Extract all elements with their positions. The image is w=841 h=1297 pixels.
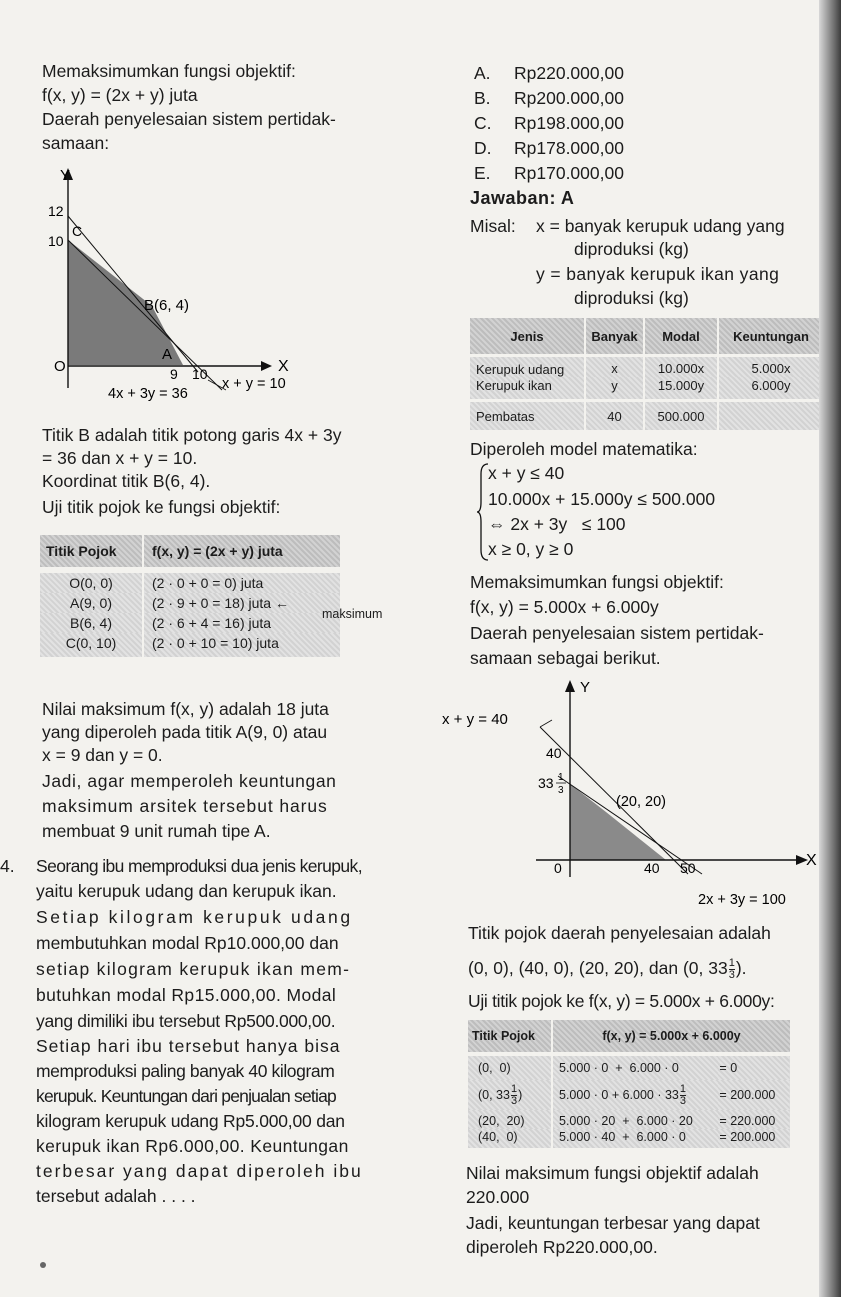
frac-num: 1: [558, 772, 564, 783]
conclusion-line-5: maksimum arsitek tersebut harus: [42, 796, 328, 816]
table-row: A(9, 0) (2 · 9 + 0 = 18) juta ←: [40, 593, 340, 613]
conclusion-line-2: yang diperoleh pada titik A(9, 0) atau: [42, 722, 328, 742]
explanation-line-1: Titik B adalah titik potong garis 4x + 3y: [42, 425, 342, 445]
equation-4x-3y: 4x + 3y = 36: [108, 386, 188, 402]
option-letter: A.: [474, 63, 491, 83]
table-row: (0, 33 $\frac{1}{3}$ ) 5.000 · 0 + 6.000 · 33 $\frac{1}{3}$ = 200.000: [468, 1080, 790, 1110]
option-text: Rp200.000,00: [514, 88, 624, 108]
table-row: (40, 0) 5.000 · 40 + 6.000 · 0 = 200.000: [468, 1129, 790, 1148]
table-row: (20, 20) 5.000 · 20 + 6.000 · 20 = 220.000: [468, 1110, 790, 1129]
y-axis-arrow: [565, 680, 575, 692]
corner-points-line-1: Titik pojok daerah penyelesaian adalah: [468, 923, 771, 943]
final-line-3: Jadi, keuntungan terbesar yang dapat: [466, 1213, 760, 1233]
data-table-2: [470, 318, 823, 430]
explanation-line-3: Koordinat titik B(6, 4).: [42, 471, 211, 491]
tick-40-x: 40: [644, 860, 660, 876]
answer-key: Jawaban: A: [470, 188, 575, 208]
constraint-3: ⇔ 2x + 3y ≤ 100: [488, 514, 626, 534]
misal-label: Misal:: [470, 216, 516, 236]
table-row: Kerupuk ikan y 15.000y 6.000y: [470, 377, 823, 399]
page-speck: [40, 1262, 46, 1268]
corner-points-line-2: (0, 0), (40, 0), (20, 20), dan (0, 33 $\frac{1}{3}$ ).: [468, 956, 747, 981]
corner-test-intro: Uji titik pojok ke f(x, y) = 5.000x + 6.000y:: [468, 991, 775, 1011]
point-A-label: A: [162, 346, 173, 363]
graph-2: [440, 672, 825, 912]
table-row: C(0, 10) (2 · 0 + 10 = 10) juta: [40, 633, 340, 657]
page-edge-shadow: [819, 0, 841, 1297]
table2-header: Keuntungan: [733, 328, 809, 344]
equation-x-y: x + y = 10: [222, 376, 286, 392]
table2-header: Jenis: [470, 318, 585, 354]
region-intro-cont: samaan:: [42, 133, 110, 153]
tick-33-y: 33: [538, 775, 554, 791]
table-row: Kerupuk udang x 10.000x 5.000x: [470, 357, 823, 377]
table1-header-function: f(x, y) = (2x + y) juta: [152, 543, 283, 559]
model-intro: Diperoleh model matematika:: [470, 439, 698, 459]
tick-10: 10: [48, 233, 64, 249]
maksimum-note: maksimum: [322, 607, 383, 621]
label-pointer: [540, 720, 552, 727]
origin-label: 0: [554, 860, 562, 876]
final-line-2: 220.000: [466, 1187, 530, 1207]
explanation-line-2: = 36 dan x + y = 10.: [42, 448, 198, 468]
table-row: Pembatas 40 500.000: [470, 402, 823, 430]
y-axis-label: Y: [580, 679, 591, 696]
table-row: B(6, 4) (2 · 6 + 4 = 16) juta: [40, 613, 340, 633]
x-definition: x = banyak kerupuk udang yang: [536, 216, 785, 236]
tick-9: 9: [170, 366, 178, 382]
table3-header-corner: Titik Pojok: [468, 1020, 552, 1052]
question-number: 4.: [0, 856, 15, 876]
region-intro-2: Daerah penyelesaian sistem pertidak-: [470, 623, 764, 643]
conclusion-line-1: Nilai maksimum f(x, y) adalah 18 juta: [42, 699, 329, 719]
table2-header: Banyak: [585, 318, 644, 354]
tick-12: 12: [48, 203, 64, 219]
objective-heading: Memaksimumkan fungsi objektif:: [42, 61, 296, 81]
y-definition: y = banyak kerupuk ikan yang: [536, 264, 780, 284]
x-axis-arrow: [261, 361, 272, 371]
constraint-2: 10.000x + 15.000y ≤ 500.000: [488, 489, 716, 509]
tick-40-y: 40: [546, 745, 562, 761]
corner-test-table-2: [468, 1020, 790, 1148]
equation-2x-3y-100: 2x + 3y = 100: [698, 892, 786, 908]
table1-header-corner: Titik Pojok: [40, 535, 143, 567]
option-text: Rp178.000,00: [514, 138, 624, 158]
point-C-label: C: [72, 223, 83, 239]
final-line-4: diperoleh Rp220.000,00.: [466, 1237, 658, 1257]
option-letter: B.: [474, 88, 491, 108]
tick-10-x: 10: [192, 366, 208, 382]
corner-test-table-1: [40, 535, 340, 657]
frac-den: 3: [558, 785, 564, 796]
option-letter: E.: [474, 163, 491, 183]
option-text: Rp170.000,00: [514, 163, 624, 183]
region-intro-2-cont: samaan sebagai berikut.: [470, 648, 661, 668]
equation-x-y-40: x + y = 40: [442, 711, 508, 728]
point-20-20: (20, 20): [616, 794, 666, 810]
final-line-1: Nilai maksimum fungsi objektif adalah: [466, 1163, 759, 1183]
explanation-line-4: Uji titik pojok ke fungsi objektif:: [42, 497, 281, 517]
option-text: Rp198.000,00: [514, 113, 624, 133]
x-axis-label: X: [806, 852, 817, 869]
conclusion-line-6: membuat 9 unit rumah tipe A.: [42, 821, 271, 841]
objective-heading-2: Memaksimumkan fungsi objektif:: [470, 572, 724, 592]
y-axis-label: Y: [60, 167, 71, 184]
table-row: O(0, 0) (2 · 0 + 0 = 0) juta: [40, 573, 340, 593]
option-letter: D.: [474, 138, 492, 158]
constraint-1: x + y ≤ 40: [488, 463, 565, 483]
objective-function-2: f(x, y) = 5.000x + 6.000y: [470, 597, 659, 617]
table2-header: Modal: [644, 318, 718, 354]
graph-1: [40, 158, 330, 403]
y-definition-cont: diproduksi (kg): [574, 288, 689, 308]
x-definition-cont: diproduksi (kg): [574, 239, 689, 259]
x-axis-label: X: [278, 358, 289, 375]
table3-header-function: f(x, y) = 5.000x + 6.000y: [602, 1029, 741, 1043]
bleed-through: [430, 60, 434, 82]
conclusion-line-3: x = 9 dan y = 0.: [42, 745, 163, 765]
point-B-label: B(6, 4): [144, 297, 190, 314]
option-letter: C.: [474, 113, 492, 133]
constraint-4: x ≥ 0, y ≥ 0: [488, 539, 574, 559]
conclusion-line-4: Jadi, agar memperoleh keuntungan: [42, 771, 337, 791]
table-row: (0, 0) 5.000 · 0 + 6.000 · 0 = 0: [468, 1056, 790, 1080]
tick-50-x: 50: [680, 860, 696, 876]
region-intro: Daerah penyelesaian sistem pertidak-: [42, 109, 336, 129]
origin-label: O: [54, 358, 66, 375]
objective-function: f(x, y) = (2x + y) juta: [42, 85, 198, 105]
option-text: Rp220.000,00: [514, 63, 624, 83]
